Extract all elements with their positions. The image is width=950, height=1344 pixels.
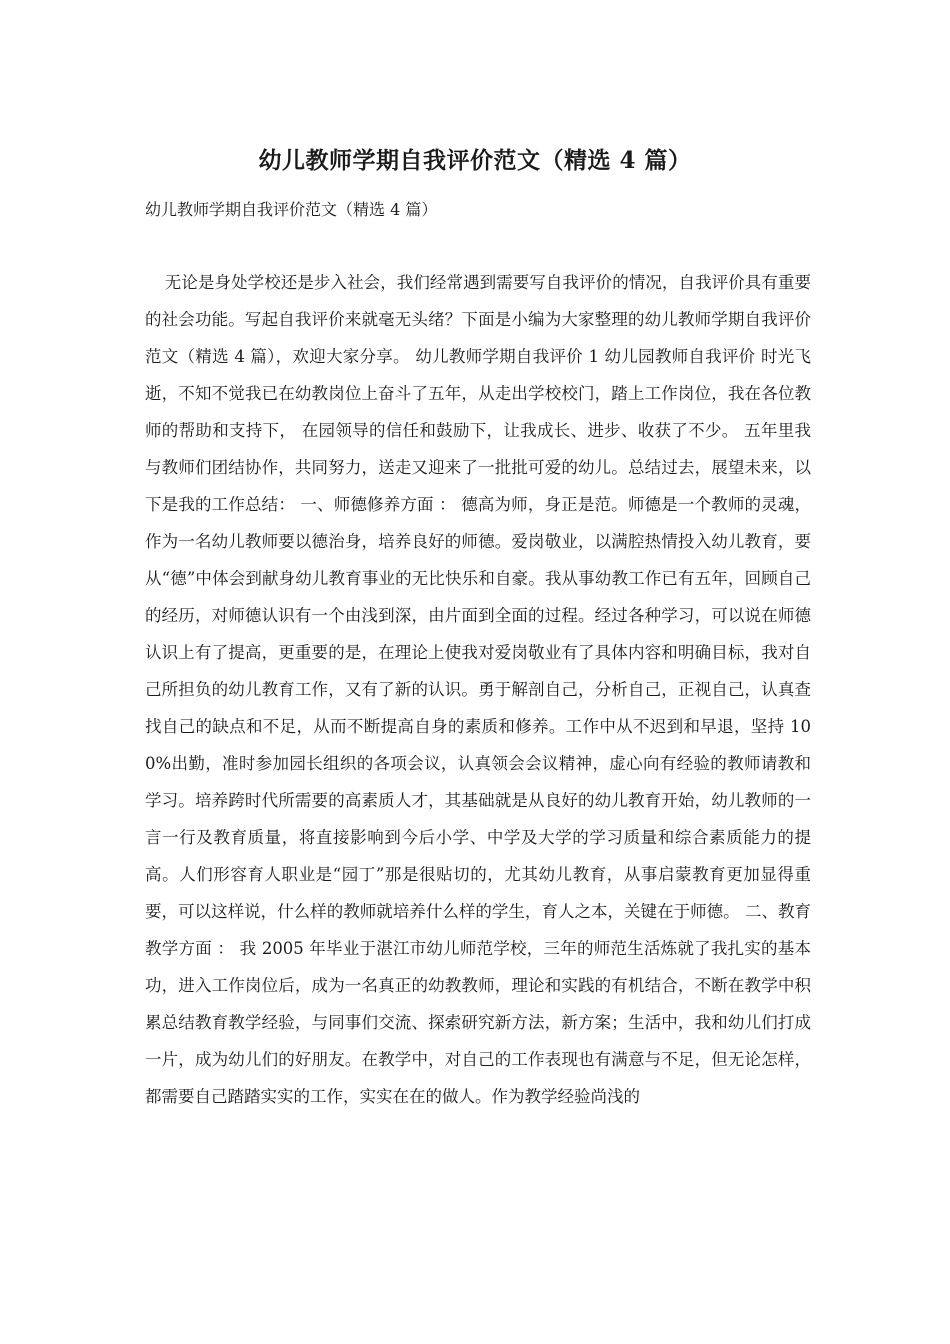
- document-subtitle: 幼儿教师学期自我评价范文（精选 4 篇）: [145, 200, 438, 219]
- document-body-paragraph: 无论是身处学校还是步入社会，我们经常遇到需要写自我评价的情况，自我评价具有重要的社会功能。写起自我评价来就毫无头绪？下面是小编为大家整理的幼儿教师学期自我评价范文（精选 4 篇），欢迎大家分享。 幼儿教师学期自我评价 1 幼儿园教师自我评价 时光飞逝，不知不觉我已在幼教岗位上奋斗了五年，从走出学校校门，踏上工作岗位，我在各位教师的帮助和支持下， 在园领导的信任和鼓励下，让我成长、进步、收获了不少。 五年里我与教师们团结协作，共同努力，送走又迎来了一批批可爱的幼儿。总结过去，展望未来，以下是我的工作总结： 一、师德修养方面 ： 德高为师，身正是范。师德是一个教师的灵魂，作为一名幼儿教师要以德治身，培养良好的师德。爱岗敬业，以满腔热情投入幼儿教育，要从“德”中体会到献身幼儿教育事业的无比快乐和自豪。我从事幼教工作已有五年，回顾自己的经历，对师德认识有一个由浅到深，由片面到全面的过程。经过各种学习，可以说在师德认识上有了提高，更重要的是，在理论上使我对爱岗敬业有了具体内容和明确目标，我对自己所担负的幼儿教育工作，又有了新的认识。勇于解剖自己，分析自己，正视自己，认真查找自己的缺点和不足，从而不断提高自身的素质和修养。工作中从不迟到和早退，坚持 100%出勤，准时参加园长组织的各项会议，认真领会会议精神，虚心向有经验的教师请教和学习。培养跨时代所需要的高素质人才，其基础就是从良好的幼儿教育开始，幼儿教师的一言一行及教育质量，将直接影响到今后小学、中学及大学的学习质量和综合素质能力的提高。人们形容育人职业是“园丁”那是很贴切的，尤其幼儿教育，从事启蒙教育更加显得重要，可以这样说，什么样的教师就培养什么样的学生，育人之本，关键在于师德。 二、教育教学方面 ： 我 2005 年毕业于湛江市幼儿师范学校，三年的师范生活炼就了我扎实的基本功，进入工作岗位后，成为一名真正的幼教教师，理论和实践的有机结合，不断在教学中积累总结教育教学经验，与同事们交流、探索研究新方法，新方案；生活中，我和幼儿们打成一片，成为幼儿们的好朋友。在教学中，对自己的工作表现也有满意与不足，但无论怎样，都需要自己踏踏实实的工作，实实在在的做人。作为教学经验尚浅的: [145, 273, 811, 1106]
- document-title: 幼儿教师学期自我评价范文（精选 4 篇）: [258, 147, 692, 174]
